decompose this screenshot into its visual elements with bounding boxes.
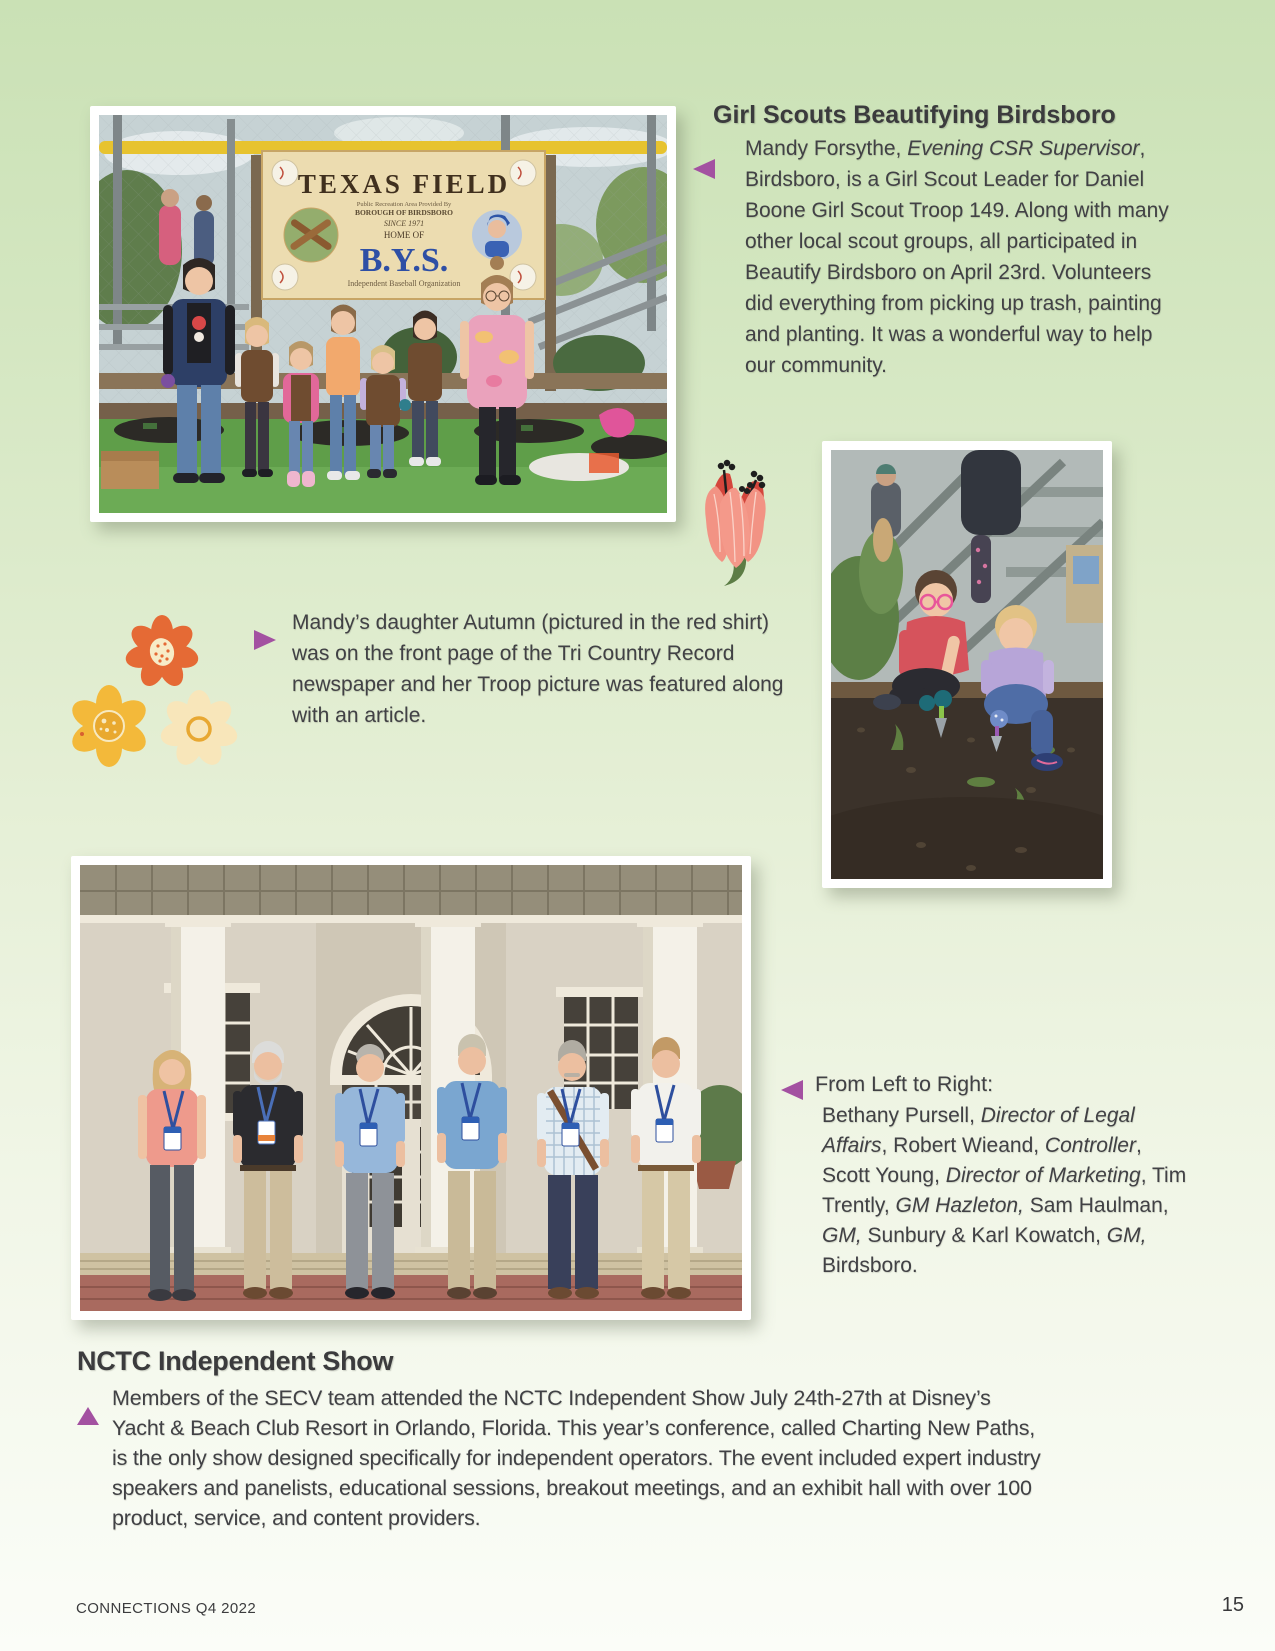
sign-org-subtitle: Independent Baseball Organization [347, 279, 461, 288]
photo-nctc-group [71, 856, 751, 1320]
from-left-to-right-label: From Left to Right: [815, 1072, 994, 1096]
sign-home-of: HOME OF [383, 230, 425, 240]
sign-title: TEXAS FIELD [297, 169, 511, 199]
texas-field-illustration [99, 115, 667, 513]
triangle-left-icon [693, 159, 715, 179]
tulip-icon [694, 458, 778, 588]
section-heading-nctc: NCTC Independent Show [77, 1346, 394, 1376]
autumn-paragraph: Mandy’s daughter Autumn (pictured in the red shirt) was on the front page of the Tri Country Record newspaper and her Troop picture was featured along with an article. [292, 611, 784, 727]
photo-girls-gardening [822, 441, 1112, 888]
sign-borough: BOROUGH OF BIRDSBORO [354, 208, 454, 217]
triangle-right-icon [254, 630, 276, 650]
nctc-group-illustration [80, 865, 742, 1311]
names-paragraph: Bethany Pursell, Director of Legal Affairs, Robert Wieand, Controller, Scott Young, Director of Marketing, Tim Trently, GM Hazleton, Sam Haulman, GM, Sunbury & Karl Kowatch, GM, Birdsboro. [822, 1104, 1187, 1277]
page-number: 15 [1221, 1594, 1244, 1616]
photo-girl-scouts-texas-field [90, 106, 676, 522]
triangle-up-icon [77, 1407, 99, 1425]
triangle-left-icon-2 [781, 1080, 803, 1100]
section-heading-girl-scouts: Girl Scouts Beautifying Birdsboro [713, 101, 1116, 129]
flowers-icon [62, 602, 254, 774]
gardening-illustration [831, 450, 1103, 879]
sign-org: B.Y.S. [359, 242, 449, 279]
footer-publication: CONNECTIONS Q4 2022 [76, 1600, 257, 1617]
girl-scouts-paragraph: Mandy Forsythe, Evening CSR Supervisor, Birdsboro, is a Girl Scout Leader for Daniel Boone Girl Scout Troop 149. Along with many other local scout groups, all participated in Beautify Birdsboro on April 23rd. Volunteers did everything from picking up trash, painting and planting. It was a wonderful way to help our community. [745, 137, 1169, 377]
sign-provided-by: Public Recreation Area Provided By [356, 201, 452, 208]
nctc-paragraph: Members of the SECV team attended the NCTC Independent Show July 24th-27th at Disney’s Yacht & Beach Club Resort in Orlando, Florida. This year’s conference, called Charting New Paths, is the only show designed specifically for independent operators. The event included expert industry speakers and panelists, educational sessions, breakout meetings, and an exhibit hall with over 100 product, service, and content providers. [112, 1386, 1041, 1530]
sign-since: SINCE 1971 [383, 219, 425, 228]
